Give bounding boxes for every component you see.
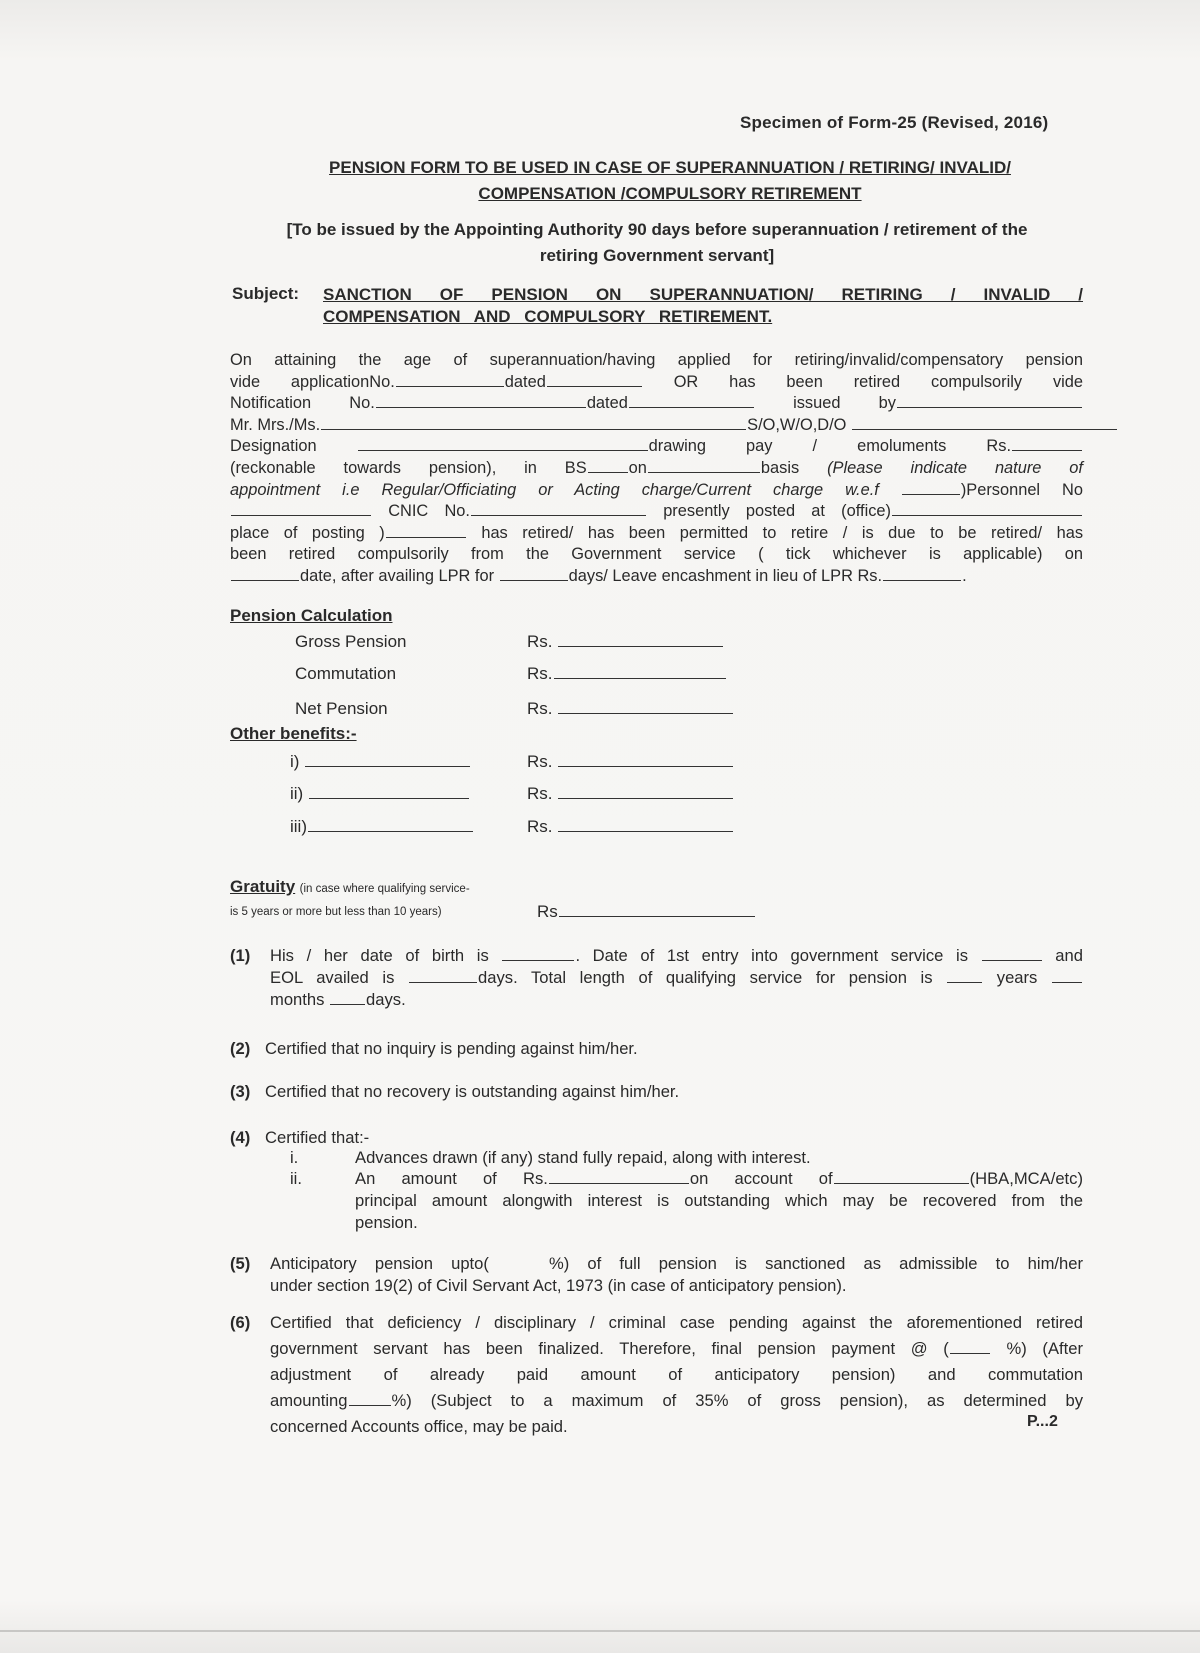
- gross-pension-blank[interactable]: [558, 645, 723, 647]
- text: place of posting ): [230, 523, 385, 542]
- benefit-amount-blank[interactable]: [558, 765, 733, 767]
- currency-label: Rs.: [527, 699, 553, 718]
- item-line: [270, 1388, 1083, 1414]
- text: on: [628, 458, 647, 477]
- item-line: [270, 1336, 1083, 1362]
- item-number: (1): [230, 946, 251, 965]
- emoluments-blank[interactable]: [1012, 449, 1082, 451]
- eol-blank[interactable]: [409, 981, 477, 983]
- text: government servant has been finalized. Therefore, final pension payment @ (: [270, 1339, 949, 1358]
- item-line: [270, 945, 1083, 967]
- intro-line: On attaining the age of superannuation/having applied for retiring/invalid/compensatory pension: [230, 351, 1083, 369]
- bs-blank[interactable]: [588, 471, 628, 473]
- other-benefits-heading: Other benefits:-: [230, 724, 357, 743]
- intro-line: [230, 501, 1083, 523]
- text: amounting: [270, 1391, 348, 1410]
- text: His / her date of birth is: [270, 946, 489, 965]
- item-6: [230, 1310, 1083, 1440]
- benefit-index: i): [290, 752, 300, 771]
- text: OR has been retired compulsorily vide: [673, 372, 1084, 391]
- relation-blank[interactable]: [852, 428, 1117, 430]
- intro-line: [230, 393, 1083, 415]
- item-2: [230, 1038, 1083, 1060]
- item-line: under section 19(2) of Civil Servant Act, 1973 (in case of anticipatory pension).: [270, 1276, 847, 1295]
- text: appointment i.e Regular/Officiating or Acting charge/Current charge w.e.f: [230, 480, 879, 499]
- net-pension-label: Net Pension: [295, 699, 388, 718]
- text: Designation: [230, 437, 317, 456]
- item-line: [270, 967, 1083, 989]
- lpr-days-blank[interactable]: [500, 579, 568, 581]
- personnel-no-blank[interactable]: [231, 514, 371, 516]
- commutation-label: Commutation: [295, 664, 397, 683]
- item-number: (3): [230, 1082, 251, 1101]
- encashment-blank[interactable]: [883, 579, 961, 581]
- text: has retired/ has been permitted to retire / is due to be retired/ has: [481, 523, 1084, 542]
- item-number: (6): [230, 1313, 251, 1332]
- benefit-index: iii): [290, 817, 307, 836]
- text: basis: [760, 458, 800, 477]
- benefit-amount-blank[interactable]: [558, 797, 733, 799]
- gratuity-blank[interactable]: [559, 915, 755, 917]
- item-5: [230, 1253, 1083, 1297]
- currency-label: Rs.: [527, 817, 553, 836]
- currency-label: Rs.: [527, 632, 553, 651]
- text: )Personnel No: [960, 480, 1083, 499]
- issuance-note: [232, 217, 1082, 269]
- retirement-date-blank[interactable]: [231, 579, 299, 581]
- text: days/ Leave encashment in lieu of LPR Rs.: [568, 566, 883, 585]
- entry-date-blank[interactable]: [982, 959, 1042, 961]
- text: %) of full pension is sanctioned as admissible to him/her: [548, 1254, 1083, 1273]
- item-line: pension.: [355, 1213, 418, 1232]
- text: EOL availed is: [270, 968, 395, 987]
- text: Anticipatory pension upto(: [270, 1254, 489, 1273]
- text: drawing pay / emoluments Rs.: [648, 437, 1011, 456]
- text: presently posted at (office): [663, 502, 891, 521]
- sub-text: Advances drawn (if any) stand fully repaid, along with interest.: [355, 1148, 811, 1167]
- sub-number: i.: [290, 1148, 299, 1167]
- item-4: [230, 1127, 1083, 1149]
- benefit-name-blank[interactable]: [309, 797, 469, 799]
- account-of-blank[interactable]: [834, 1182, 969, 1184]
- text: . Date of 1st entry into government service is: [575, 946, 968, 965]
- item-line: principal amount alongwith interest is outstanding which may be recovered from the: [355, 1191, 1083, 1210]
- item-4-ii: [290, 1168, 302, 1190]
- intro-line: [230, 458, 1083, 480]
- item-number: (5): [230, 1254, 251, 1273]
- benefit-name-blank[interactable]: [308, 830, 473, 832]
- subject-text: SANCTION OF PENSION ON SUPERANNUATION/ RETIRING / INVALID / COMPENSATION AND COMPULSORY RETIREMENT.: [323, 285, 1083, 326]
- subject-label: Subject:: [232, 284, 300, 303]
- dob-blank[interactable]: [502, 959, 574, 961]
- text: date, after availing LPR for: [300, 566, 495, 585]
- gratuity-note-1: (in case where qualifying service-: [299, 883, 470, 895]
- text: years: [996, 968, 1038, 987]
- text: Notification No.: [230, 394, 375, 413]
- basis-blank[interactable]: [648, 471, 760, 473]
- text: %) (Subject to a maximum of 35% of gross pension), as determined by: [391, 1391, 1083, 1410]
- item-1: [230, 945, 1083, 1011]
- notification-date-blank[interactable]: [629, 406, 754, 408]
- wef-blank[interactable]: [902, 493, 960, 495]
- text: on account of: [689, 1169, 833, 1188]
- item-line: concerned Accounts office, may be paid.: [270, 1417, 568, 1436]
- text: (reckonable towards pension), in BS: [230, 458, 587, 477]
- sub-number: ii.: [290, 1169, 302, 1188]
- intro-line: [230, 372, 1083, 394]
- page-continuation: P...2: [1027, 1413, 1058, 1430]
- text: S/O,W/O,D/O: [747, 415, 847, 434]
- cnic-blank[interactable]: [471, 514, 646, 516]
- application-no-blank[interactable]: [396, 385, 504, 387]
- item-body: Certified that no inquiry is pending against him/her.: [265, 1039, 638, 1058]
- text: Mr. Mrs./Ms.: [230, 415, 321, 434]
- item-number: (4): [230, 1128, 251, 1147]
- item-4-i: [290, 1147, 811, 1169]
- form-title-line2: COMPENSATION /COMPULSORY RETIREMENT: [478, 184, 862, 203]
- notification-no-blank[interactable]: [376, 406, 586, 408]
- text: An amount of Rs.: [355, 1169, 548, 1188]
- item-body: Certified that no recovery is outstanding against him/her.: [265, 1082, 680, 1101]
- currency-label: Rs: [537, 902, 558, 921]
- text: dated: [586, 394, 628, 413]
- commutation-blank[interactable]: [554, 677, 726, 679]
- other-benefit-row: [290, 817, 474, 837]
- benefit-name-blank[interactable]: [305, 765, 470, 767]
- issued-by-blank[interactable]: [897, 406, 1082, 408]
- intro-line: [230, 523, 1083, 545]
- other-benefit-row: [290, 752, 471, 772]
- item-line: adjustment of already paid amount of anticipatory pension) and commutation: [270, 1365, 1083, 1384]
- text: days. Total length of qualifying service for pension is: [478, 968, 933, 987]
- gratuity-heading: Gratuity: [230, 877, 296, 896]
- benefit-amount-blank[interactable]: [558, 830, 733, 832]
- days-blank[interactable]: [330, 1003, 365, 1005]
- currency-label: Rs.: [527, 752, 553, 771]
- item-line: [270, 989, 1083, 1011]
- text: .: [962, 566, 967, 585]
- form-title-line1: PENSION FORM TO BE USED IN CASE OF SUPERANNUATION / RETIRING/ INVALID/: [329, 158, 1011, 177]
- item-body: [270, 1253, 1083, 1297]
- net-pension-blank[interactable]: [558, 712, 733, 714]
- years-blank[interactable]: [947, 981, 982, 983]
- issuance-note-line2: retiring Government servant]: [539, 246, 775, 265]
- final-pension-percent-blank[interactable]: [950, 1352, 990, 1354]
- intro-line: been retired compulsorily from the Government service ( tick whichever is applicable) on: [230, 545, 1083, 564]
- text: days.: [366, 990, 406, 1009]
- other-benefit-amount[interactable]: [527, 752, 734, 772]
- intro-paragraph: [230, 350, 1083, 588]
- intro-line: [230, 480, 1083, 502]
- gross-pension-field[interactable]: [527, 632, 724, 652]
- item-body: [270, 1310, 1083, 1440]
- text: and: [1055, 946, 1083, 965]
- intro-line: [230, 566, 1083, 588]
- application-date-blank[interactable]: [547, 385, 642, 387]
- other-benefit-row: [290, 784, 470, 804]
- item-4-ii-body: [355, 1168, 1083, 1234]
- text: vide applicationNo.: [230, 372, 395, 391]
- other-benefit-amount[interactable]: [527, 784, 734, 804]
- gratuity-note-2: is 5 years or more but less than 10 years): [230, 906, 442, 918]
- months-blank[interactable]: [1052, 981, 1082, 983]
- scan-edge-line: [0, 1630, 1200, 1632]
- gratuity-field[interactable]: [537, 902, 756, 922]
- office-blank[interactable]: [892, 514, 1082, 516]
- specimen-label: Specimen of Form-25 (Revised, 2016): [740, 113, 1049, 132]
- net-pension-field[interactable]: [527, 699, 734, 719]
- name-blank[interactable]: [321, 428, 746, 430]
- item-line: Certified that deficiency / disciplinary / criminal case pending against the aforementioned retired: [270, 1313, 1083, 1332]
- benefit-index: ii): [290, 784, 304, 803]
- text: (Please indicate nature of: [827, 458, 1083, 477]
- currency-label: Rs.: [527, 784, 553, 803]
- item-number: (2): [230, 1039, 251, 1058]
- item-body: Certified that:-: [265, 1128, 370, 1147]
- text: issued by: [793, 394, 896, 413]
- commutation-percent-blank[interactable]: [349, 1404, 391, 1406]
- designation-blank[interactable]: [358, 449, 648, 451]
- item-3: [230, 1081, 1083, 1103]
- text: %) (After: [1006, 1339, 1083, 1358]
- item-line: [355, 1168, 1083, 1190]
- commutation-field[interactable]: [527, 664, 727, 684]
- other-benefit-amount[interactable]: [527, 817, 734, 837]
- gratuity-heading-line: [230, 877, 470, 897]
- gross-pension-label: Gross Pension: [295, 632, 407, 651]
- intro-line: [230, 436, 1083, 458]
- currency-label: Rs.: [527, 664, 553, 683]
- issuance-note-line1: [To be issued by the Appointing Authority 90 days before superannuation / retirement of the: [286, 220, 1028, 239]
- posting-blank[interactable]: [386, 536, 466, 538]
- text: dated: [504, 372, 546, 391]
- item-line: [270, 1253, 1083, 1275]
- text: (HBA,MCA/etc): [969, 1169, 1083, 1188]
- outstanding-amount-blank[interactable]: [549, 1182, 689, 1184]
- text: CNIC No.: [388, 502, 470, 521]
- item-body: [270, 945, 1083, 1011]
- intro-line: [230, 415, 1083, 437]
- text: months: [270, 990, 325, 1009]
- pension-calculation-heading: Pension Calculation: [230, 606, 393, 625]
